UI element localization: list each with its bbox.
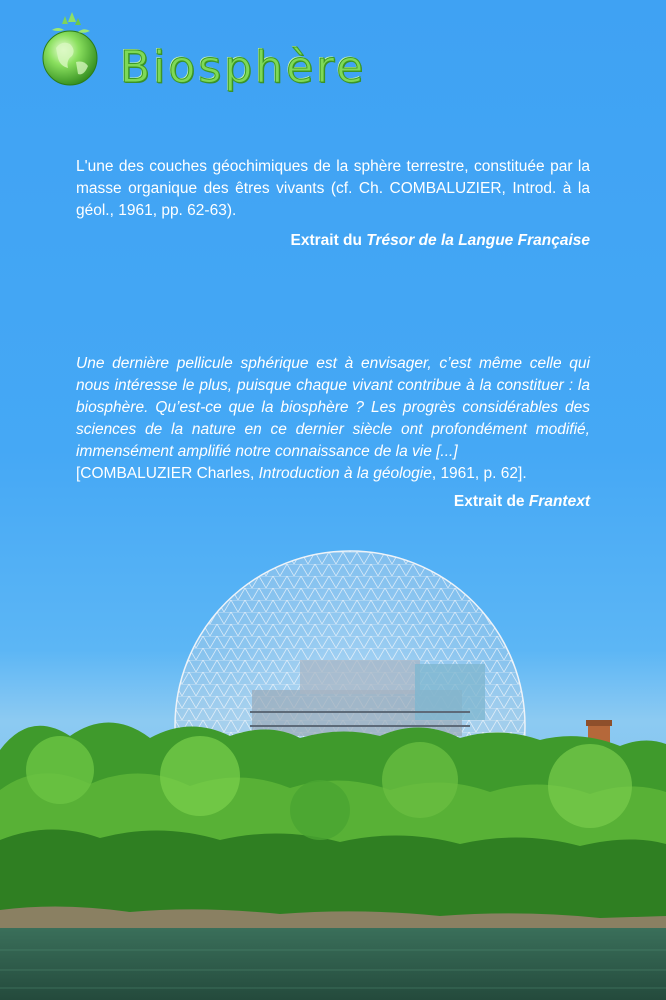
brand-title: Biosphère	[120, 42, 367, 93]
globe-icon	[38, 10, 102, 92]
logo	[38, 10, 458, 100]
definition-text: L'une des couches géochimiques de la sphère terrestre, constituée par la masse organique des êtres vivants (cf. Ch. COMBALUZIER, Introd. à la géol., 1961, pp. 62-63).	[76, 158, 590, 219]
quote-text: Une dernière pellicule sphérique est à envisager, c’est même celle qui nous intéresse le plus, puisque chaque vivant contribue à la constituer : la biosphère. Qu’est-ce que la biosphère ? Les progrès considérables des sciences de la nature en ce dernier siècle ont profondément modifié, immensément amplifié notre connaissance de la vie [...]	[76, 355, 590, 460]
definition-block	[76, 156, 590, 252]
quote-ref-title: Introduction à la géologie	[258, 465, 432, 482]
quote-source	[76, 491, 590, 513]
definition-source	[76, 230, 590, 252]
quote-ref-prefix: [COMBALUZIER Charles,	[76, 465, 259, 482]
biosphere-photo	[0, 540, 666, 1000]
quote-source-prefix: Extrait de	[453, 493, 529, 510]
foliage	[0, 722, 666, 930]
quote-source-title: Frantext	[528, 493, 590, 510]
quote-reference	[76, 463, 590, 485]
quote-ref-suffix: , 1961, p. 62].	[431, 465, 527, 482]
definition-source-prefix: Extrait du	[290, 232, 367, 249]
river	[0, 928, 666, 1000]
quote-block	[76, 353, 590, 513]
definition-source-title: Trésor de la Langue Française	[366, 232, 590, 249]
